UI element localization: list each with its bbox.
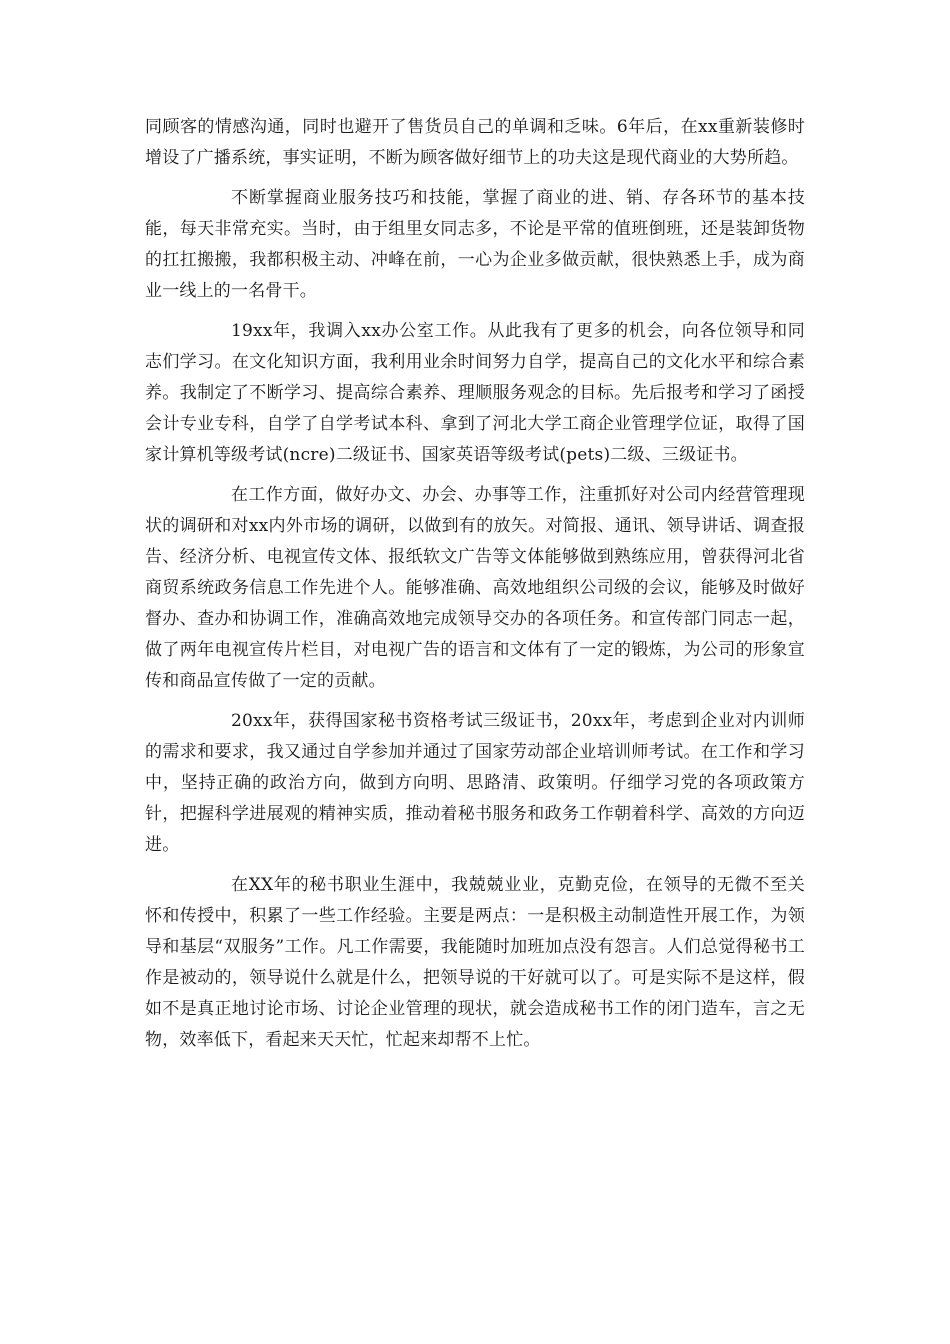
paragraph-3: 19xx年，我调入xx办公室工作。从此我有了更多的机会，向各位领导和同志们学习。在文化知识方面，我利用业余时间努力自学，提高自己的文化水平和综合素养。我制定了不断学习、提高综合素养、理顺服务观念的目标。先后报考和学习了函授会计专业专科，自学了自学考试本科、拿到了河北大学工商企业管理学位证，取得了国家计算机等级考试(ncre)二级证书、国家英语等级考试(pets)二级、三级证书。 <box>145 321 805 465</box>
paragraph-1: 同顾客的情感沟通，同时也避开了售货员自己的单调和乏味。6年后，在xx重新装修时增设了广播系统，事实证明，不断为顾客做好细节上的功夫这是现代商业的大势所趋。 <box>145 117 805 168</box>
paragraph-6: 在XX年的秘书职业生涯中，我兢兢业业，克勤克俭，在领导的无微不至关怀和传授中，积累了一些工作经验。主要是两点：一是积极主动制造性开展工作，为领导和基层“双服务”工作。凡工作需要，我能随时加班加点没有怨言。人们总觉得秘书工作是被动的，领导说什么就是什么，把领导说的干好就可以了。可是实际不是这样，假如不是真正地讨论市场、讨论企业管理的现状，就会造成秘书工作的闭门造车，言之无物，效率低下，看起来天天忙，忙起来却帮不上忙。 <box>145 875 805 1050</box>
paragraph-5: 20xx年，获得国家秘书资格考试三级证书，20xx年，考虑到企业对内训师的需求和要求，我又通过自学参加并通过了国家劳动部企业培训师考试。在工作和学习中，坚持正确的政治方向，做到方向明、思路清、政策明。仔细学习党的各项政策方针，把握科学进展观的精神实质，推动着秘书服务和政务工作朝着科学、高效的方向迈进。 <box>145 711 805 855</box>
paragraph-2: 不断掌握商业服务技巧和技能，掌握了商业的进、销、存各环节的基本技能，每天非常充实。当时，由于组里女同志多，不论是平常的值班倒班，还是装卸货物的扛扛搬搬，我都积极主动、冲峰在前，一心为企业多做贡献，很快熟悉上手，成为商业一线上的一名骨干。 <box>145 188 805 301</box>
paragraph-4: 在工作方面，做好办文、办会、办事等工作，注重抓好对公司内经营管理现状的调研和对xx内外市场的调研，以做到有的放矢。对简报、通讯、领导讲话、调查报告、经济分析、电视宣传文体、报纸软文广告等文体能够做到熟练应用，曾获得河北省商贸系统政务信息工作先进个人。能够准确、高效地组织公司级的会议，能够及时做好督办、查办和协调工作，准确高效地完成领导交办的各项任务。和宣传部门同志一起，做了两年电视宣传片栏目，对电视广告的语言和文体有了一定的锻炼，为公司的形象宣传和商品宣传做了一定的贡献。 <box>145 485 805 691</box>
document-body <box>145 112 805 1065</box>
